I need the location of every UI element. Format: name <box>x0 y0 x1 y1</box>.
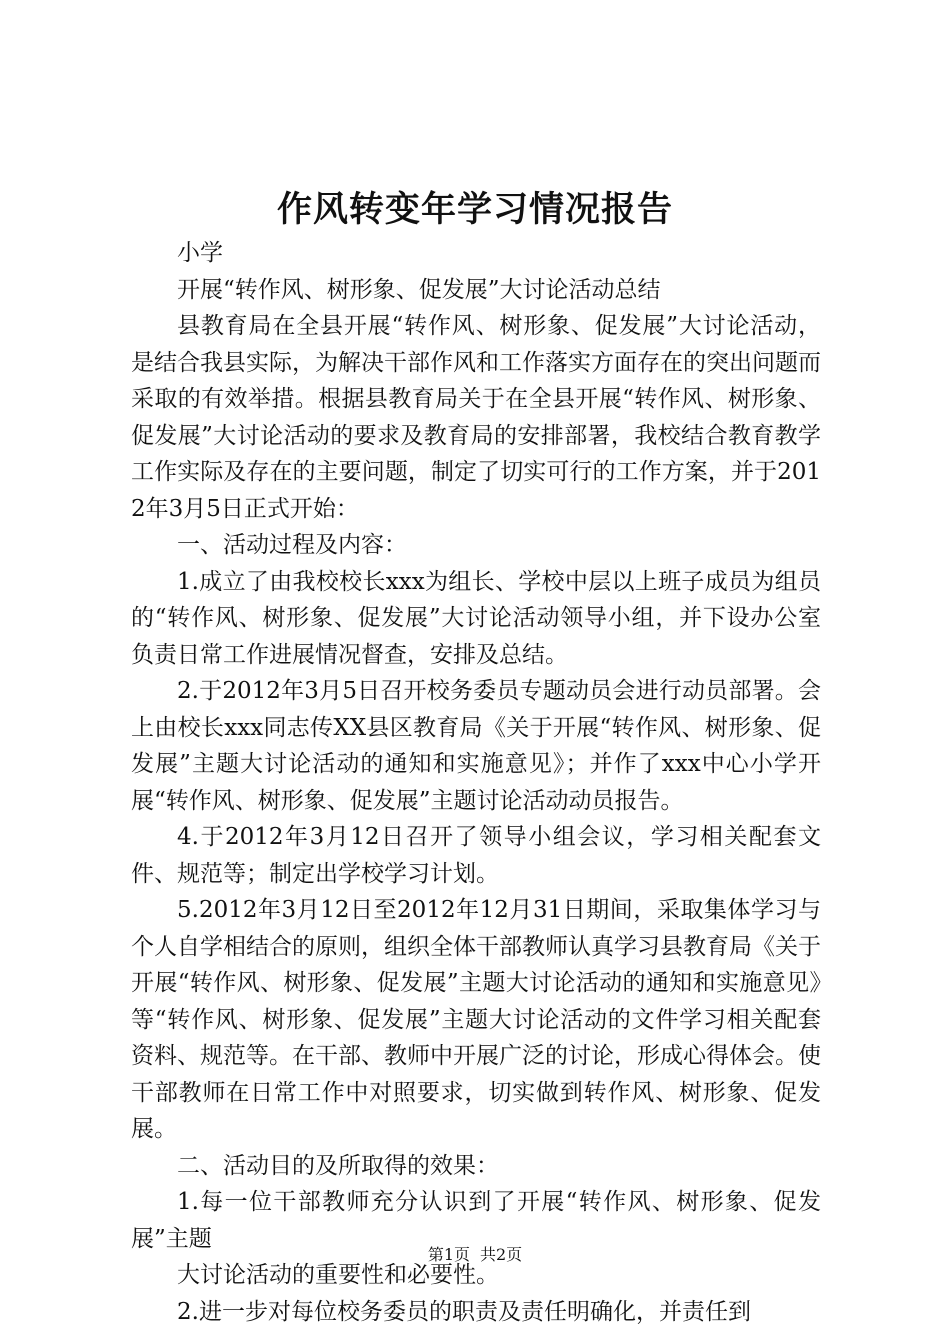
page-number: 第1页 <box>427 1245 470 1264</box>
paragraph-item-5: 5.2012年3月12日至2012年12月31日期间，采取集体学习与个人自学相结合的原则，组织全体干部教师认真学习县教育局《关于开展“转作风、树形象、促发展”主题大讨论活动的通知和实施意见》等“转作风、树形象、促发展”主题大讨论活动的文件学习相关配套资料、规范等。在干部、教师中开展广泛的讨论，形成心得体会。使干部教师在日常工作中对照要求，切实做到转作风、树形象、促发展。 <box>131 897 821 1142</box>
document-title: 作风转变年学习情况报告 <box>276 189 673 230</box>
page-footer <box>0 1244 950 1266</box>
paragraph-subtitle: 开展“转作风、树形象、促发展”大讨论活动总结 <box>177 276 661 303</box>
section-heading-goals: 二、活动目的及所取得的效果： <box>177 1152 499 1179</box>
page-total: 共2页 <box>480 1245 523 1264</box>
paragraph-item-2: 2.于2012年3月5日召开校务委员专题动员会进行动员部署。会上由校长xxx同志传XX县区教育局《关于开展“转作风、树形象、促发展”主题大讨论活动的通知和实施意见》；并作了xxx中心小学开展“转作风、树形象、促发展”主题讨论活动动员报告。 <box>131 678 821 814</box>
paragraph-goal-2: 2.进一步对每位校务委员的职责及责任明确化，并责任到 <box>177 1298 751 1325</box>
paragraph-goal-1-cont: 大讨论活动的重要性和必要性。 <box>177 1262 499 1288</box>
paragraph-item-4: 4.于2012年3月12日召开了领导小组会议，学习相关配套文件、规范等；制定出学校学习计划。 <box>131 824 821 887</box>
paragraph-item-1: 1.成立了由我校校长xxx为组长、学校中层以上班子成员为组员的“转作风、树形象、促发展”大讨论活动领导小组，并下设办公室负责日常工作进展情况督查，安排及总结。 <box>131 568 821 668</box>
paragraph-intro: 县教育局在全县开展“转作风、树形象、促发展”大讨论活动，是结合我县实际，为解决干部作风和工作落实方面存在的突出问题而采取的有效举措。根据县教育局关于在全县开展“转作风、树形象、促发展”大讨论活动的要求及教育局的安排部署，我校结合教育教学工作实际及存在的主要问题，制定了切实可行的工作方案，并于2012年3月5日正式开始： <box>131 313 821 522</box>
paragraph-goal-1: 1.每一位干部教师充分认识到了开展“转作风、树形象、促发展”主题 <box>131 1189 821 1252</box>
section-heading-process: 一、活动过程及内容： <box>177 532 407 558</box>
paragraph-school: 小学 <box>177 240 223 266</box>
document-body <box>131 235 821 1330</box>
